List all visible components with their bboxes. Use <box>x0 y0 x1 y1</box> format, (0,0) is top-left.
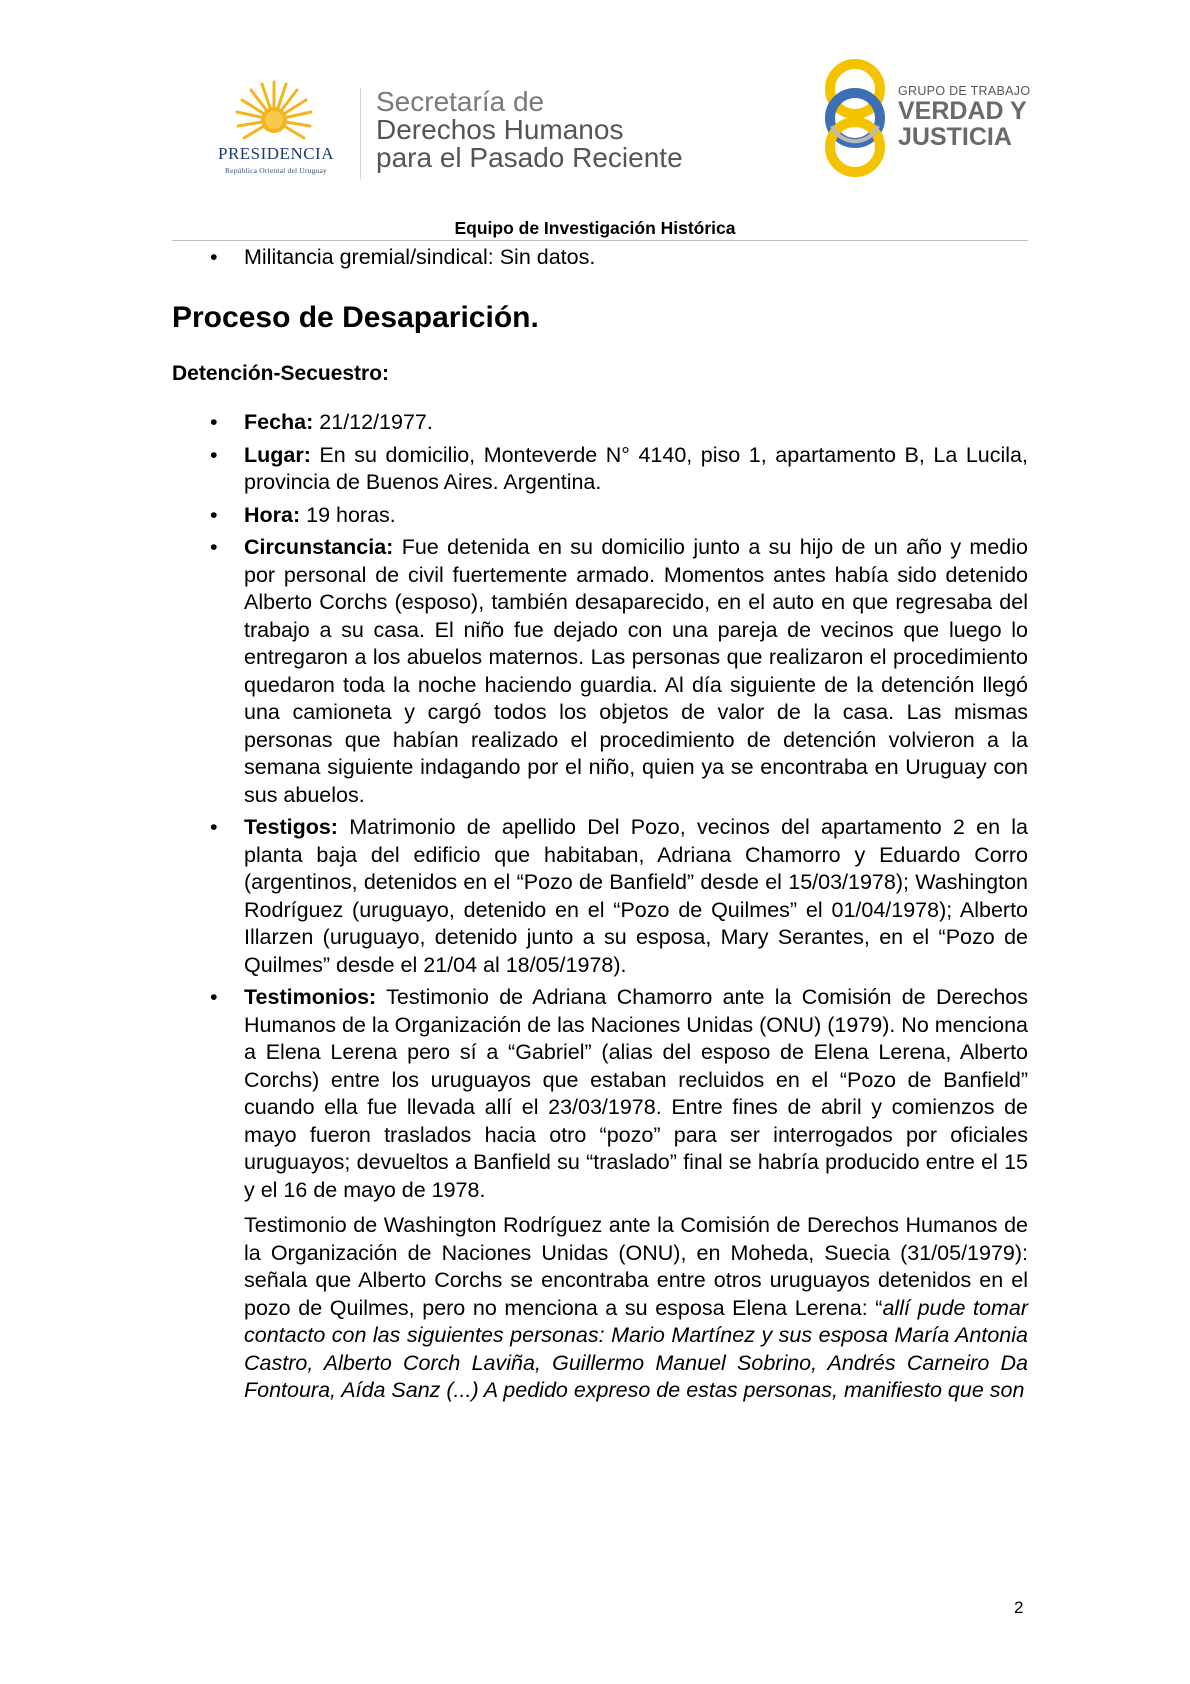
subsection-title: Detención-Secuestro: <box>172 361 390 385</box>
gtvj-line-3: JUSTICIA <box>898 123 1012 151</box>
presidencia-subtitle: República Oriental del Uruguay <box>224 166 327 175</box>
verdad-justicia-logo <box>818 56 1038 180</box>
item-label: Hora: <box>244 502 301 527</box>
gtvj-line-2: VERDAD Y <box>898 97 1027 125</box>
verdad-justicia-text <box>898 84 1030 150</box>
secretaria-line-3: para el Pasado Reciente <box>376 142 683 173</box>
list-item <box>172 984 1028 1204</box>
testimonio-rodriguez <box>172 1212 1028 1405</box>
item-text: Matrimonio de apellido Del Pozo, vecinos del apartamento 2 en la planta baja del edificio que habitaban, Adriana Chamorro y Eduardo Corro (argentinos, detenidos en el “Pozo de Banfield” desde el 15/03/1978); Washington Rodríguez (uruguayo, detenido en el “Pozo de Quilmes” el 01/04/1978); Alberto Illarzen (uruguayo, detenido junto a su esposa, Mary Serantes, en el “Pozo de Quilmes” desde el 21/04 al 18/05/1978). <box>244 815 1028 977</box>
item-label: Lugar: <box>244 442 311 467</box>
item-label: Fecha: <box>244 410 314 434</box>
item-label: Testimonios: <box>244 985 377 1009</box>
presidencia-name: PRESIDENCIA <box>217 144 334 163</box>
list-item <box>172 534 1028 809</box>
sun-icon <box>234 80 314 142</box>
list-item <box>172 442 1028 497</box>
list-item <box>172 814 1028 979</box>
secretaria-line-1: Secretaría de <box>376 86 545 117</box>
list-item <box>172 502 1028 530</box>
page-header <box>0 0 1190 250</box>
testimonio-text: Testimonio de Washington Rodríguez ante la Comisión de Derechos Humanos de la Organización de Naciones Unidas (ONU), en Moheda, Suecia (31/05/1979): señala que Alberto Corchs se encontraba entre otros uruguayos detenidos en el pozo de Quilmes, pero no menciona a su esposa Elena Lerena: “ <box>244 1213 1028 1320</box>
item-text: 19 horas. <box>300 502 396 527</box>
item-text: Fue detenida en su domicilio junto a su hijo de un año y medio por personal de civil fuertemente armado. Momentos antes había sido detenido Alberto Corchs (esposo), también desaparecido, en el auto en que regresaba del trabajo a su casa. El niño fue dejado con una pareja de vecinos que luego lo entregaron a los abuelos maternos. Las personas que realizaron el procedimiento quedaron toda la noche haciendo guardia. Al día siguiente de la detención llegó una camioneta y cargó todos los objetos de valor de la casa. Las mismas personas que habían realizado el procedimiento de detención volvieron a la semana siguiente indagando por el niño, quien ya se encontraba en Uruguay con sus abuelos. <box>244 535 1028 807</box>
rings-icon <box>818 56 892 180</box>
secretaria-line-2: Derechos Humanos <box>376 114 624 145</box>
bullet-icon: • <box>210 245 218 269</box>
bullet-icon: • <box>210 535 218 559</box>
item-text: En su domicilio, Monteverde N° 4140, piso 1, apartamento B, La Lucila, provincia de Buenos Aires. Argentina. <box>244 442 1028 494</box>
bullet-icon: • <box>210 815 218 839</box>
bullet-icon: • <box>210 502 218 527</box>
detention-list <box>172 409 1028 1204</box>
section-title: Proceso de Desaparición. <box>172 300 539 334</box>
item-text: 21/12/1977. <box>313 410 433 434</box>
page-number: 2 <box>1014 1598 1024 1617</box>
header-rule <box>172 240 1028 241</box>
gtvj-line-1: GRUPO DE TRABAJO <box>898 84 1031 98</box>
team-label: Equipo de Investigación Histórica <box>454 218 736 238</box>
bullet-icon: • <box>210 442 218 467</box>
bullet-icon: • <box>210 985 218 1009</box>
list-item <box>172 409 1028 437</box>
document-body <box>172 244 1028 1405</box>
militancia-text: Militancia gremial/sindical: Sin datos. <box>244 245 596 269</box>
presidencia-logo <box>196 80 356 180</box>
testimonio-quote: allí pude tomar contacto con las siguientes personas: Mario Martínez y sus esposa María Antonia Castro, Alberto Corch Laviña, Guillermo Manuel Sobrino, Andrés Carneiro Da Fontoura, Aída Sanz (...) A pedido expreso de estas personas, manifiesto que son <box>244 1295 1028 1402</box>
militancia-item <box>172 244 1028 272</box>
item-label: Circunstancia: <box>244 535 394 559</box>
logo-divider <box>360 88 361 180</box>
secretaria-logo-text <box>376 88 683 172</box>
item-text: Testimonio de Adriana Chamorro ante la Comisión de Derechos Humanos de la Organización de las Naciones Unidas (ONU) (1979). No menciona a Elena Lerena pero sí a “Gabriel” (alias del esposo de Elena Lerena, Alberto Corchs) entre los uruguayos que estaban recluidos en el “Pozo de Banfield” cuando ella fue llevada allí el 23/03/1978. Entre fines de abril y comienzos de mayo fueron traslados hacia otro “pozo” para ser interrogados por oficiales uruguayos; devueltos a Banfield su “traslado” final se habría producido entre el 15 y el 16 de mayo de 1978. <box>244 985 1028 1202</box>
bullet-icon: • <box>210 410 218 434</box>
item-label: Testigos: <box>244 815 338 839</box>
